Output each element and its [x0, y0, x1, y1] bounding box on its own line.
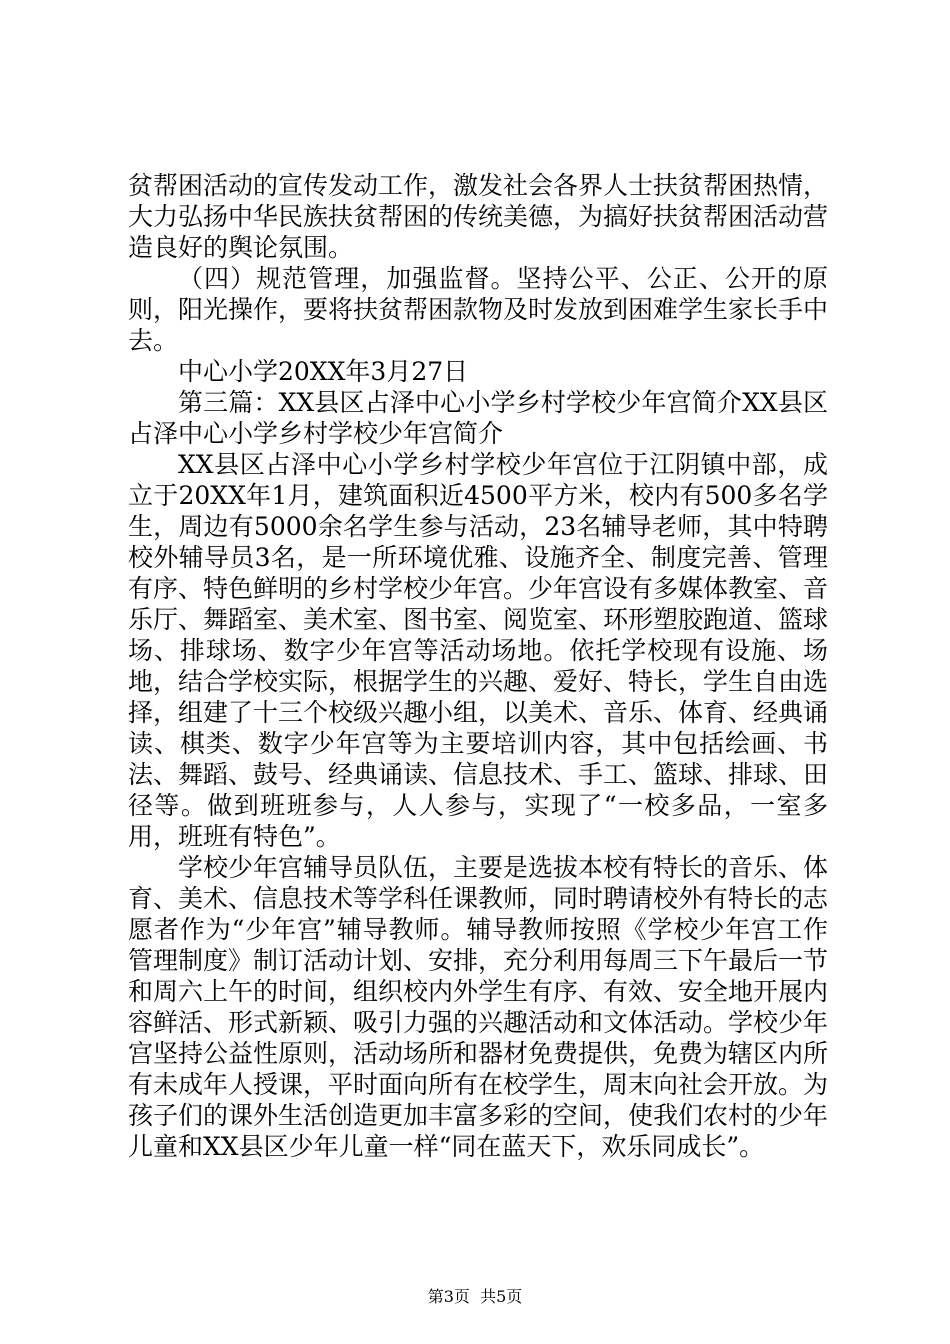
paragraph-signature-date: 中心小学20XX年3月27日 [178, 357, 469, 386]
paragraph-palace-intro: XX县区占泽中心小学乡村学校少年宫位于江阴镇中部，成立于20XX年1月，建筑面积近4500平方米，校内有500多名学生，周边有5000余名学生参与活动，23名辅导老师，其中特聘校外辅导员3名，是一所环境优雅、设施齐全、制度完善、管理有序、特色鲜明的乡村学校少年宫。少年宫设有多媒体教室、音乐厅、舞蹈室、美术室、图书室、阅览室、环形塑胶跑道、篮球场、排球场、数字少年宫等活动场地。依托学校现有设施、场地，结合学校实际，根据学生的兴趣、爱好、特长，学生自由选择，组建了十三个校级兴趣小组，以美术、音乐、体育、经典诵读、棋类、数字少年宫等为主要培训内容，其中包括绘画、书法、舞蹈、鼓号、经典诵读、信息技术、手工、篮球、排球、田径等。做到班班参与，人人参与，实现了“一校多品，一室多用，班班有特色”。 [128, 450, 829, 851]
paragraph-propaganda: 贫帮困活动的宣传发动工作，激发社会各界人士扶贫帮困热情，大力弘扬中华民族扶贫帮困的传统美德，为搞好扶贫帮困活动营造良好的舆论氛围。 [128, 171, 829, 262]
document-body [128, 170, 828, 1162]
page-number-label: 第3页 共5页 [427, 1287, 523, 1306]
paragraph-instructor-team: 学校少年宫辅导员队伍，主要是选拔本校有特长的音乐、体育、美术、信息技术等学科任课教师，同时聘请校外有特长的志愿者作为“少年宫”辅导教师。辅导教师按照《学校少年宫工作管理制度》制订活动计划、安排，充分利用每周三下午最后一节和周六上午的时间，组织校内外学生有序、有效、安全地开展内容鲜活、形式新颖、吸引力强的兴趣活动和文体活动。学校少年宫坚持公益性原则，活动场所和器材免费提供，免费为辖区内所有未成年人授课，平时面向所有在校学生，周末向社会开放。为孩子们的课外生活创造更加丰富多彩的空间，使我们农村的少年儿童和XX县区少年儿童一样“同在蓝天下，欢乐同成长”。 [128, 853, 829, 1161]
page-footer [0, 1287, 950, 1307]
paragraph-section-title: 第三篇：XX县区占泽中心小学乡村学校少年宫简介XX县区占泽中心小学乡村学校少年宫简介 [128, 388, 828, 448]
paragraph-management: （四）规范管理，加强监督。坚持公平、公正、公开的原则，阳光操作，要将扶贫帮困款物及时发放到困难学生家长手中去。 [128, 264, 829, 355]
